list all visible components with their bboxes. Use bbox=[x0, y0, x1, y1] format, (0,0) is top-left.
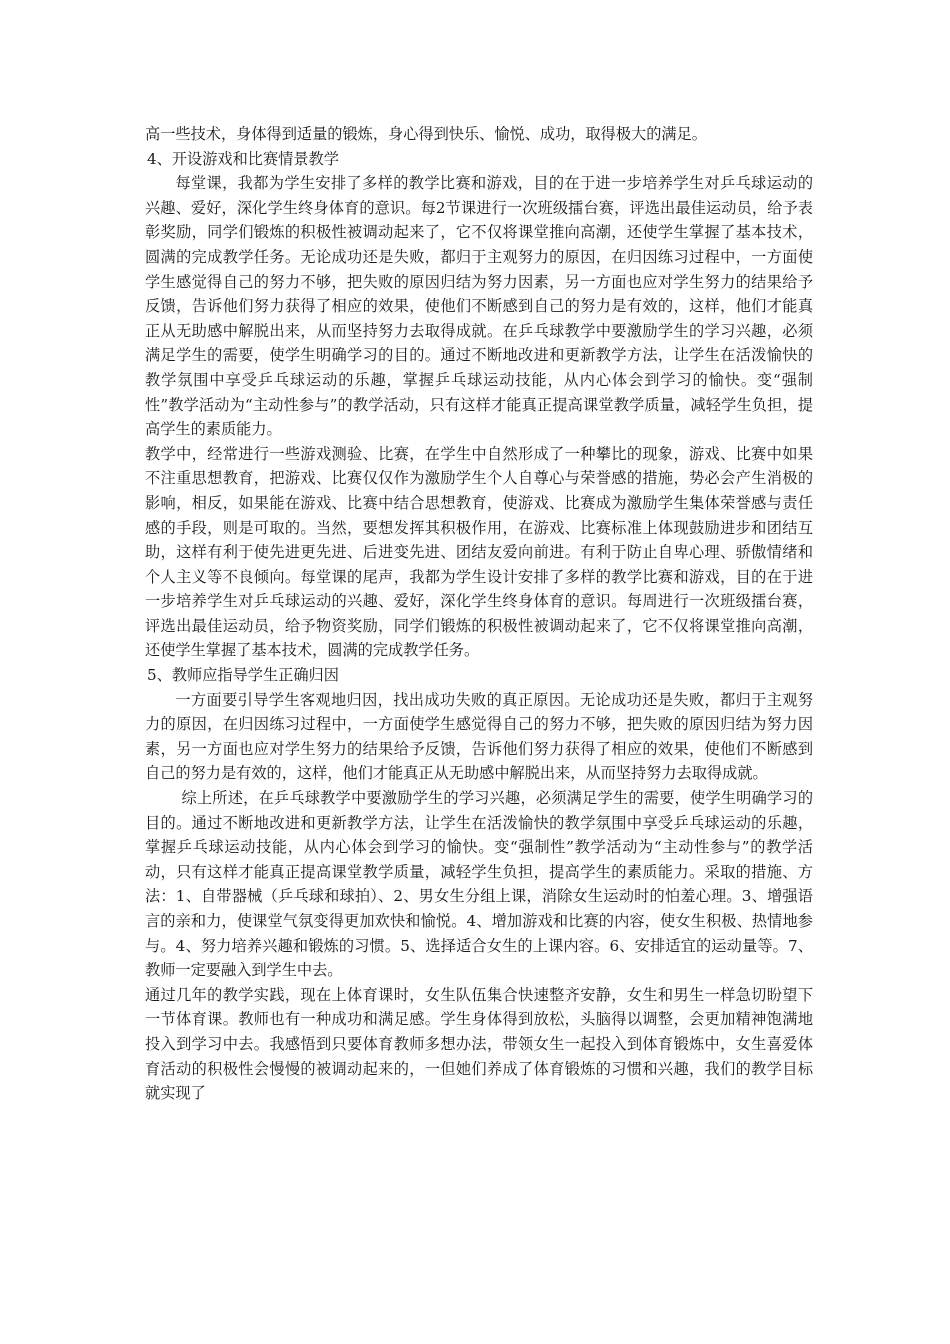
paragraph-games-competition: 每堂课，我都为学生安排了多样的教学比赛和游戏，目的在于进一步培养学生对乒乓球运动的兴趣、爱好，深化学生终身体育的意识。每2节课进行一次班级擂台赛，评选出最佳运动员，给予表彰奖励，同学们锻炼的积极性被调动起来了，它不仅将课堂推向高潮，还使学生掌握了基本技术，圆满的完成教学任务。无论成功还是失败，都归于主观努力的原因，在归因练习过程中，一方面使学生感觉得自己的努力不够，把失败的原因归结为努力因素，另一方面也应对学生努力的结果给予反馈，告诉他们努力获得了相应的效果，使他们不断感到自己的努力是有效的，这样，他们才能真正从无助感中解脱出来，从而坚持努力去取得成就。在乒乓球教学中要激励学生的学习兴趣，必须满足学生的需要，使学生明确学习的目的。通过不断地改进和更新教学方法，让学生在活泼愉快的教学氛围中享受乒乓球运动的乐趣，掌握乒乓球运动技能，从内心体会到学习的愉快。变“强制性”教学活动为“主动性参与”的教学活动，只有这样才能真正提高课堂教学质量，减轻学生负担，提高学生的素质能力。 bbox=[145, 174, 813, 439]
paragraph-summary: 综上所述，在乒乓球教学中要激励学生的学习兴趣，必须满足学生的需要，使学生明确学习的目的。通过不断地改进和更新教学方法，让学生在活泼愉快的教学氛围中享受乒乓球运动的乐趣，掌握乒乓球运动技能，从内心体会到学习的愉快。变“强制性”教学活动为“主动性参与”的教学活动，只有这样才能真正提高课堂教学质量，减轻学生负担，提高学生的素质能力。采取的措施、方法：1、自带器械（乒乓球和球拍）、2、男女生分组上课，消除女生运动时的怕羞心理。3、增强语言的亲和力，使课堂气氛变得更加欢快和愉悦。4、增加游戏和比赛的内容，使女生积极、热情地参与。4、努力培养兴趣和锻炼的习惯。5、选择适合女生的上课内容。6、安排适宜的运动量等。7、教师一定要融入到学生中去。 bbox=[145, 789, 813, 980]
section-heading-5: 5、教师应指导学生正确归因 bbox=[147, 666, 339, 685]
paragraph-conclusion: 通过几年的教学实践，现在上体育课时，女生队伍集合快速整齐安静，女生和男生一样急切盼望下一节体育课。教师也有一种成功和满足感。学生身体得到放松，头脑得以调整，会更加精神饱满地投入到学习中去。我感悟到只要体育教师多想办法，带领女生一起投入到体育锻炼中，女生喜爱体育活动的积极性会慢慢的被调动起来的，一但她们养成了体育锻炼的习惯和兴趣，我们的教学目标就实现了 bbox=[145, 985, 813, 1103]
section-heading-4: 4、开设游戏和比赛情景教学 bbox=[147, 149, 339, 168]
paragraph-teaching-games: 教学中，经常进行一些游戏测验、比赛，在学生中自然形成了一种攀比的现象，游戏、比赛中如果不注重思想教育，把游戏、比赛仅仅作为激励学生个人自尊心与荣誉感的措施，势必会产生消极的影响，相反，如果能在游戏、比赛中结合思想教育，使游戏、比赛成为激励学生集体荣誉感与责任感的手段，则是可取的。当然，要想发挥其积极作用，在游戏、比赛标准上体现鼓励进步和团结互助，这样有利于使先进更先进、后进变先进、团结友爱向前进。有利于防止自卑心理、骄傲情绪和个人主义等不良倾向。每堂课的尾声，我都为学生设计安排了多样的教学比赛和游戏，目的在于进一步培养学生对乒乓球运动的兴趣、爱好，深化学生终身体育的意识。每周进行一次班级擂台赛，评选出最佳运动员，给予物资奖励，同学们锻炼的积极性被调动起来了，它不仅将课堂推向高潮，还使学生掌握了基本技术，圆满的完成教学任务。 bbox=[145, 444, 813, 660]
paragraph-continuation: 高一些技术，身体得到适量的锻炼，身心得到快乐、愉悦、成功，取得极大的满足。 bbox=[145, 125, 707, 143]
document-body bbox=[145, 122, 813, 1106]
paragraph-attribution: 一方面要引导学生客观地归因，找出成功失败的真正原因。无论成功还是失败，都归于主观努力的原因，在归因练习过程中，一方面使学生感觉得自己的努力不够，把失败的原因归结为努力因素，另一方面也应对学生努力的结果给予反馈，告诉他们努力获得了相应的效果，使他们不断感到自己的努力是有效的，这样，他们才能真正从无助感中解脱出来，从而坚持努力去取得成就。 bbox=[145, 690, 813, 783]
